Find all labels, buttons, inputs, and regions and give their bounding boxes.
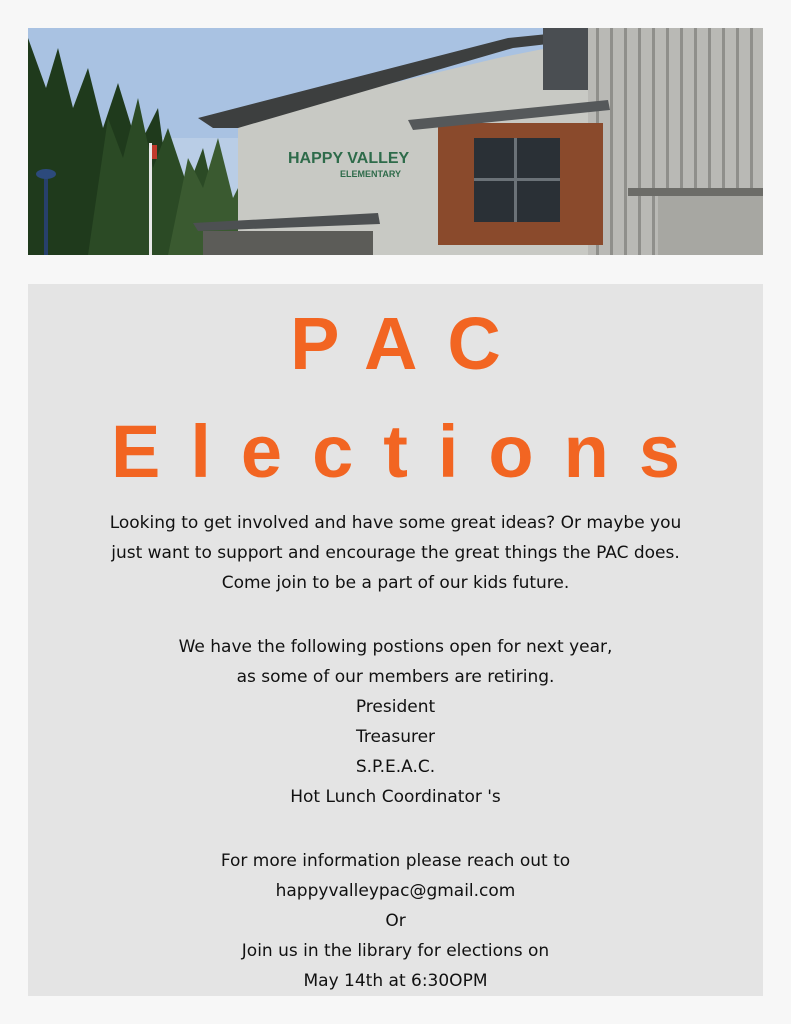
- intro-line-3: Come join to be a part of our kids future.: [221, 573, 570, 593]
- positions-heading-2: as some of our members are retiring.: [236, 667, 555, 687]
- contact-or: Or: [385, 911, 406, 931]
- title-line-1: PAC: [290, 302, 531, 385]
- school-building-image: [28, 28, 763, 255]
- contact-line-2: Join us in the library for elections on: [241, 941, 550, 961]
- contact-line-1: For more information please reach out to: [220, 851, 571, 871]
- intro-line-1: Looking to get involved and have some great ideas? Or maybe you: [109, 513, 682, 533]
- school-photo: [28, 28, 763, 255]
- intro-line-2: just want to support and encourage the great things the PAC does.: [111, 543, 680, 563]
- flyer-body: [28, 508, 763, 996]
- position-president: President: [355, 697, 436, 717]
- sign-text-line2: ELEMENTARY: [340, 169, 402, 179]
- contact-email: happyvalleypac@gmail.com: [275, 881, 516, 901]
- election-date: May 14th at 6:30OPM: [303, 971, 488, 991]
- positions-heading-1: We have the following postions open for next year,: [178, 637, 613, 657]
- info-panel: [28, 284, 763, 996]
- position-speac: S.P.E.A.C.: [355, 757, 436, 777]
- position-hot-lunch: Hot Lunch Coordinator 's: [290, 787, 501, 807]
- sign-text-line1: HAPPY VALLEY: [288, 150, 410, 167]
- spacer: [28, 598, 763, 632]
- position-treasurer: Treasurer: [355, 727, 436, 747]
- title-line-2: Elections: [111, 410, 710, 493]
- spacer: [28, 812, 763, 846]
